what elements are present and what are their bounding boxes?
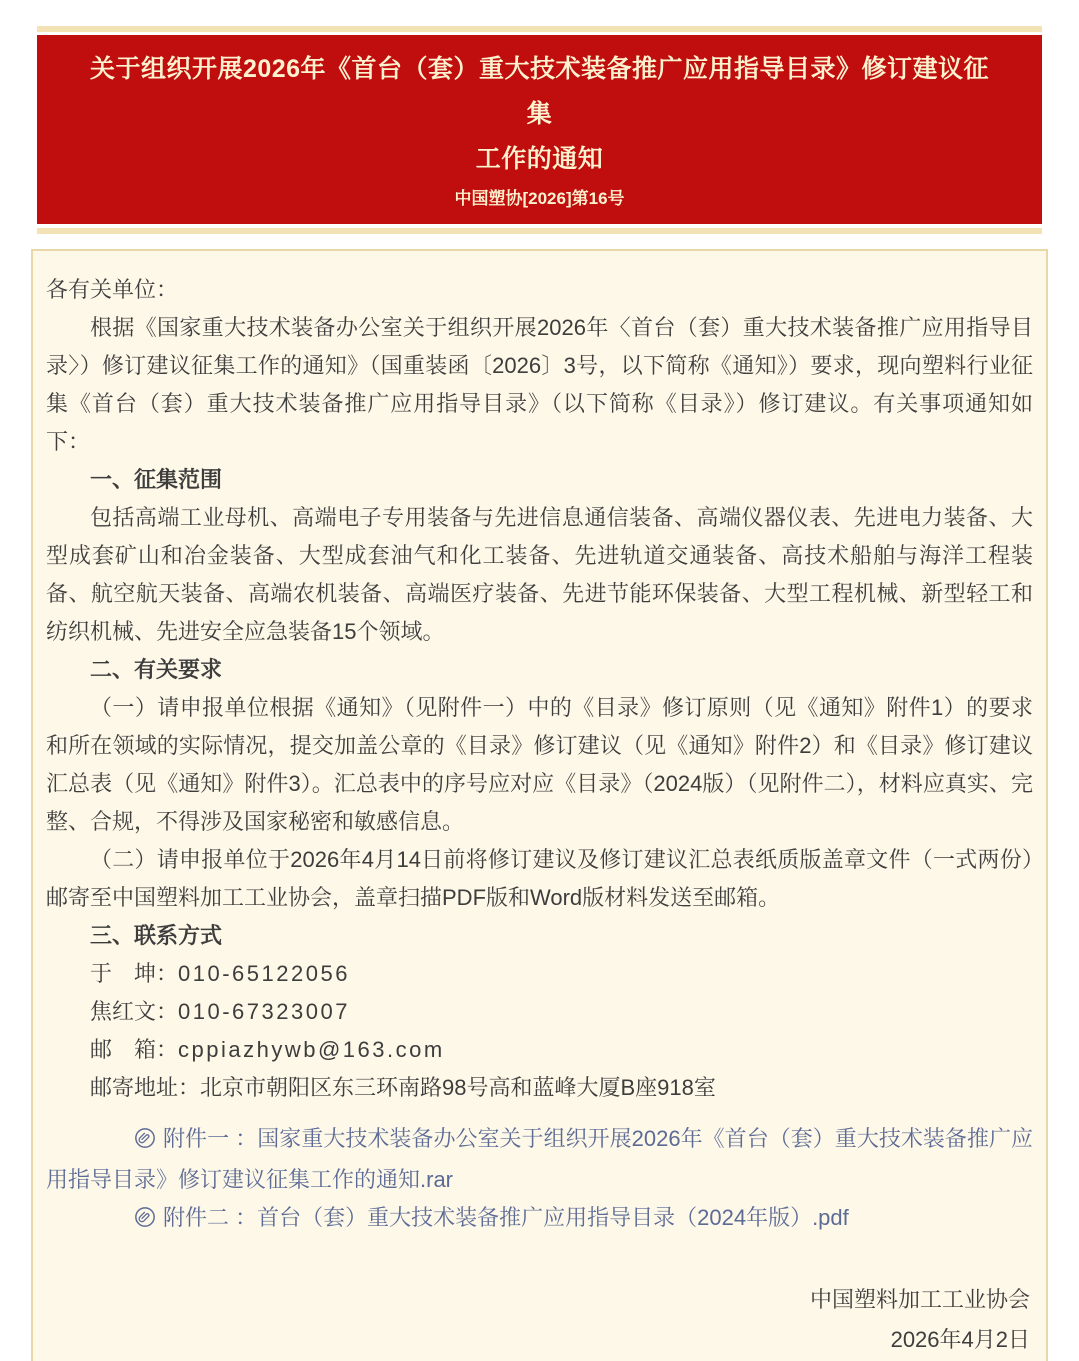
bottom-accent-strip — [37, 228, 1042, 234]
section1-heading: 一、征集范围 — [90, 467, 223, 492]
section2-paragraph1: （一）请申报单位根据《通知》（见附件一）中的《目录》修订原则（见《通知》附件1）的要求和所在领域的实际情况，提交加盖公章的《目录》修订建议（见《通知》附件2）和《目录》修订建议汇总表（见《通知》附件3）。汇总表中的序号应对应《目录》（2024版）（见附件二），材料应真实、完整、合规，不得涉及国家秘密和敏感信息。 — [46, 695, 1033, 834]
section3-heading: 三、联系方式 — [90, 923, 223, 948]
attachment-label: 附件二 ： — [163, 1205, 258, 1230]
attachment-label: 附件一 ： — [163, 1126, 258, 1151]
notice-title — [82, 47, 997, 182]
signature-block — [46, 1280, 1033, 1360]
contact-email — [46, 1031, 1033, 1069]
attachment-link-1[interactable] — [46, 1120, 1033, 1199]
notice-body — [31, 249, 1048, 1361]
contact-label: 于 坤： — [90, 961, 179, 986]
contact-email-address: cppiazhywb@163.com — [178, 1037, 445, 1062]
notice-banner — [37, 35, 1042, 224]
notice-title-line2: 工作的通知 — [475, 145, 604, 173]
attachment-list — [46, 1120, 1033, 1240]
contact-label: 焦红文： — [90, 999, 179, 1024]
contact-phone-yukun — [46, 955, 1033, 993]
attachment-filename: 首台（套）重大技术装备推广应用指导目录（2024年版）.pdf — [257, 1205, 849, 1230]
section2-paragraph2: （二）请申报单位于2026年4月14日前将修订建议及修订建议汇总表纸质版盖章文件（一式两份）邮寄至中国塑料加工工业协会，盖章扫描PDF版和Word版材料发送至邮箱。 — [46, 847, 1033, 910]
top-accent-strip — [37, 26, 1042, 32]
contact-mailing-address — [46, 1069, 1033, 1107]
paperclip-icon — [90, 1202, 156, 1240]
signature-date: 2026年4月2日 — [890, 1327, 1030, 1352]
contact-phone-number: 010-65122056 — [178, 961, 350, 986]
contact-phone-jiaohongwen — [46, 993, 1033, 1031]
contact-label: 邮寄地址： — [90, 1075, 201, 1100]
attachment-filename: 国家重大技术装备办公室关于组织开展2026年《首台（套）重大技术装备推广应用指导目录》修订建议征集工作的通知.rar — [46, 1126, 1033, 1192]
paperclip-icon — [90, 1123, 156, 1161]
notice-title-line1: 关于组织开展2026年《首台（套）重大技术装备推广应用指导目录》修订建议征集 — [89, 55, 990, 128]
doc-number: 中国塑协[2026]第16号 — [454, 189, 625, 208]
section2-heading: 二、有关要求 — [90, 657, 223, 682]
contact-address-value: 北京市朝阳区东三环南路98号高和蓝峰大厦B座918室 — [200, 1075, 716, 1100]
signature-organization: 中国塑料加工工业协会 — [809, 1287, 1030, 1312]
contact-label: 邮 箱： — [90, 1037, 179, 1062]
contact-phone-number: 010-67323007 — [178, 999, 350, 1024]
attachment-link-2[interactable] — [46, 1199, 1033, 1240]
section1-paragraph: 包括高端工业母机、高端电子专用装备与先进信息通信装备、高端仪器仪表、先进电力装备、大型成套矿山和冶金装备、大型成套油气和化工装备、先进轨道交通装备、高技术船舶与海洋工程装备、航空航天装备、高端农机装备、高端医疗装备、先进节能环保装备、大型工程机械、新型轻工和纺织机械、先进安全应急装备15个领域。 — [46, 505, 1033, 644]
salutation: 各有关单位： — [46, 277, 179, 302]
intro-paragraph: 根据《国家重大技术装备办公室关于组织开展2026年〈首台（套）重大技术装备推广应用指导目录〉）修订建议征集工作的通知》（国重装函〔2026〕3号，以下简称《通知》）要求，现向塑料行业征集《首台（套）重大技术装备推广应用指导目录》（以下简称《目录》）修订建议。有关事项通知如下： — [46, 315, 1033, 454]
